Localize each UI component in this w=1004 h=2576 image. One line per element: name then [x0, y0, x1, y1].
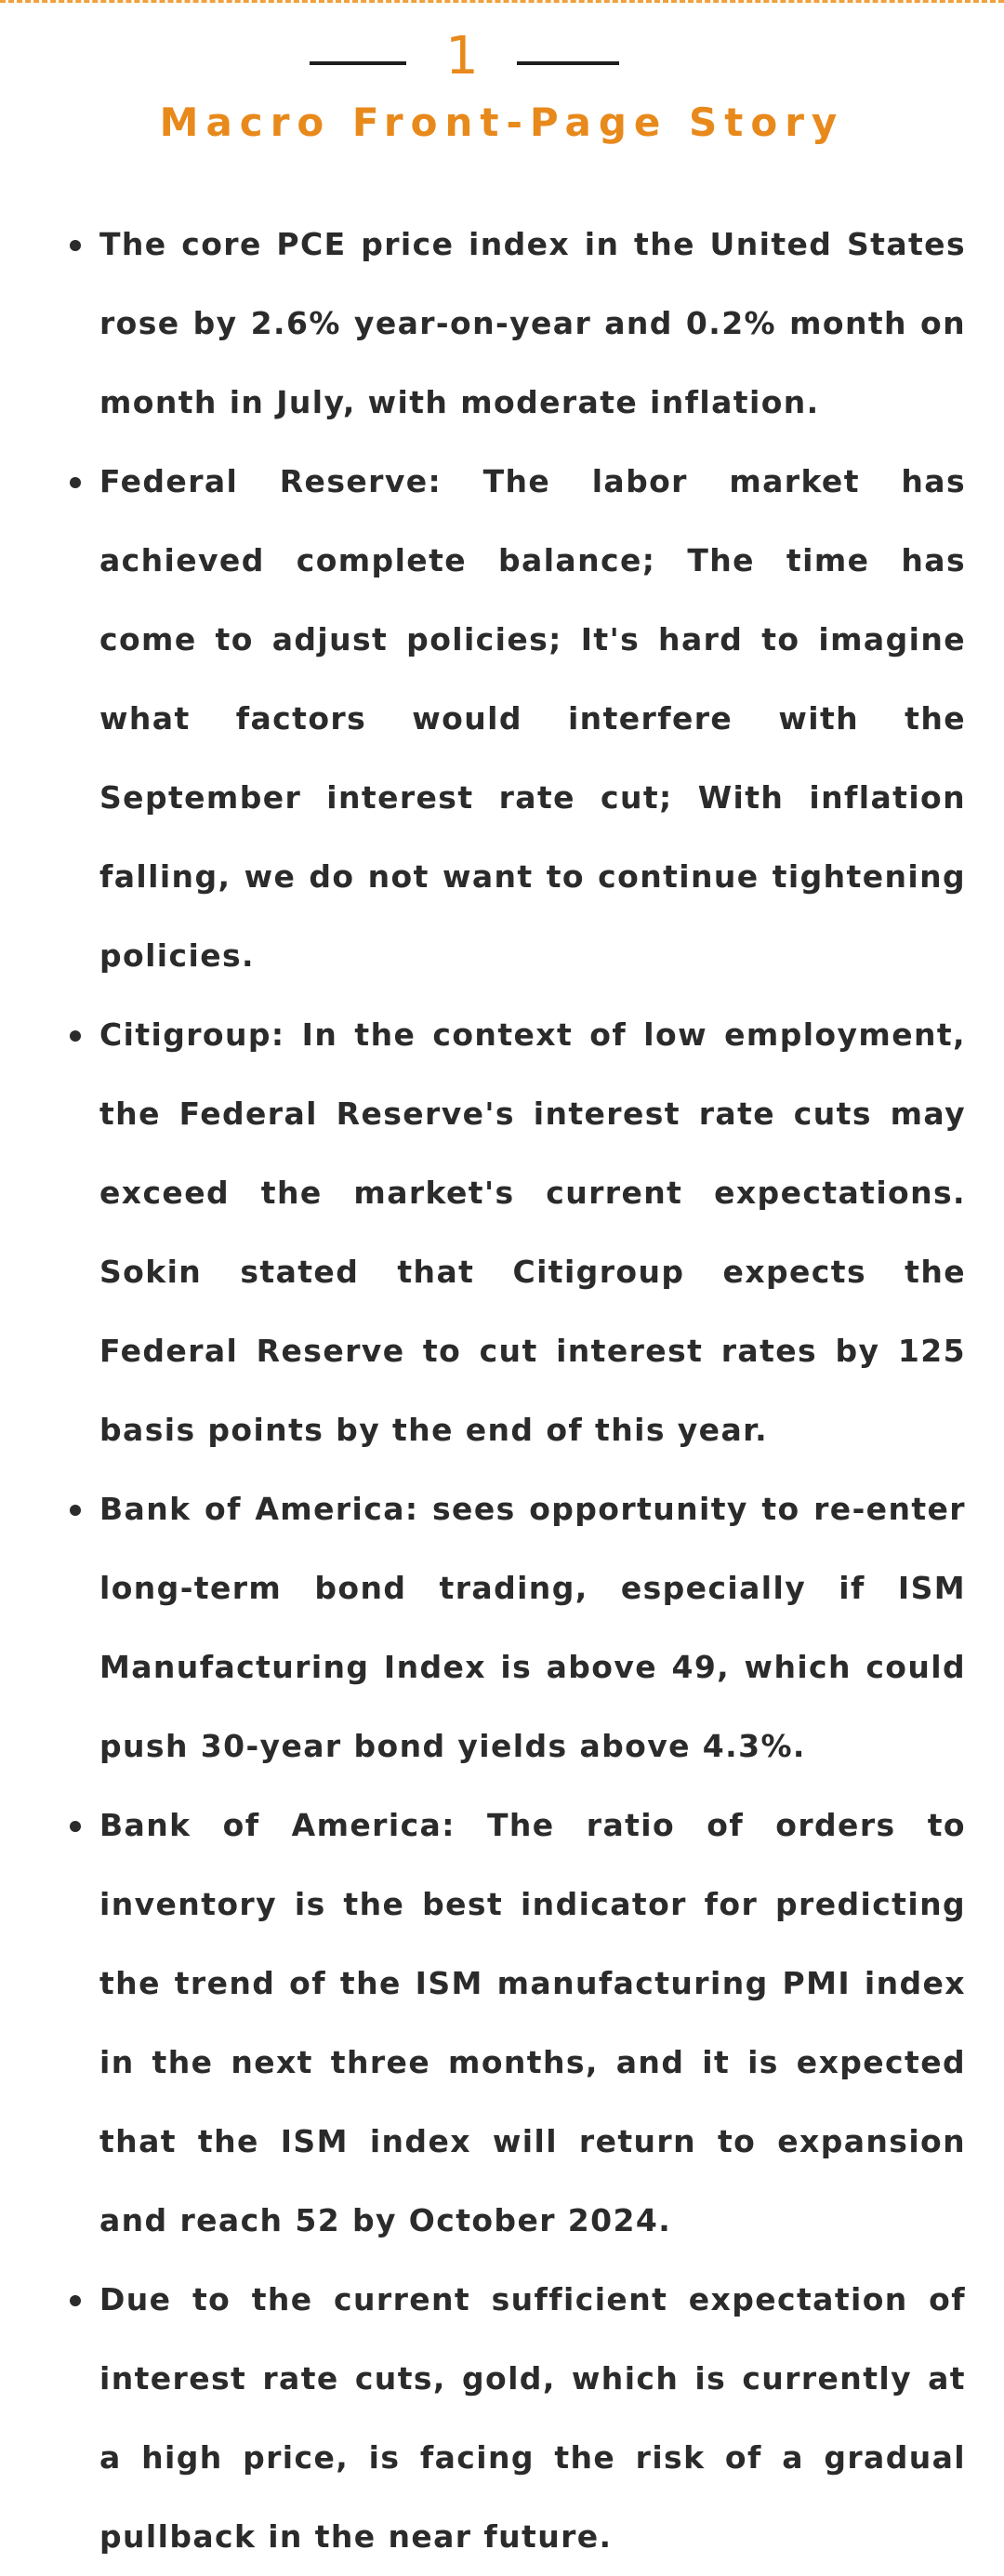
left-decorative-rule [310, 61, 406, 65]
right-decorative-rule [517, 61, 619, 65]
news-item-us-pce [0, 205, 966, 442]
news-item-text: Bank of America: sees opportunity to re-enter long-term bond trading, especially if ISM Manufacturing Index is above 49, which could push 30-year bond yields above 4.3%. [99, 1491, 966, 1764]
news-item-text: Citigroup: In the context of low employment, the Federal Reserve's interest rate cuts may exceed the market's current expectations. Sokin stated that Citigroup expects the Federal Reserve to cut interest rates by 125 basis points by the end of this year. [99, 1016, 966, 1448]
bullet-dot-icon [70, 1030, 81, 1042]
top-dashed-divider [0, 0, 1004, 3]
section-number: 1 [445, 26, 479, 86]
news-item-federal-reserve [0, 442, 966, 995]
bullet-dot-icon [70, 1505, 81, 1516]
section-title: Macro Front-Page Story [159, 100, 845, 145]
news-item-text: Bank of America: The ratio of orders to inventory is the best indicator for predicting the trend of the ISM manufacturing PMI index in the next three months, and it is expected that the ISM index will return to expansion and reach 52 by October 2024. [99, 1807, 966, 2238]
news-item-text: Federal Reserve: The labor market has achieved complete balance; The time has come to adjust policies; It's hard to imagine what factors would interfere with the September interest rate cut; With inflation falling, we do not want to continue tightening policies. [99, 463, 966, 974]
news-item-gold [0, 2260, 966, 2576]
section-header [0, 19, 1004, 167]
bullet-dot-icon [70, 1821, 81, 1832]
news-item-citigroup [0, 995, 966, 1469]
bullet-dot-icon [70, 2295, 81, 2306]
section-number-row [0, 24, 1004, 89]
news-item-text: Due to the current sufficient expectation of interest rate cuts, gold, which is currently at a high price, is facing the risk of a gradual pullback in the near future. [99, 2281, 966, 2555]
news-item-bofa-ism [0, 1786, 966, 2260]
news-item-bofa-bonds [0, 1469, 966, 1786]
news-bullet-list [0, 205, 1004, 2576]
bullet-dot-icon [70, 240, 81, 251]
news-item-text: The core PCE price index in the United States rose by 2.6% year-on-year and 0.2% month on month in July, with moderate inflation. [99, 226, 966, 420]
bullet-dot-icon [70, 477, 81, 488]
